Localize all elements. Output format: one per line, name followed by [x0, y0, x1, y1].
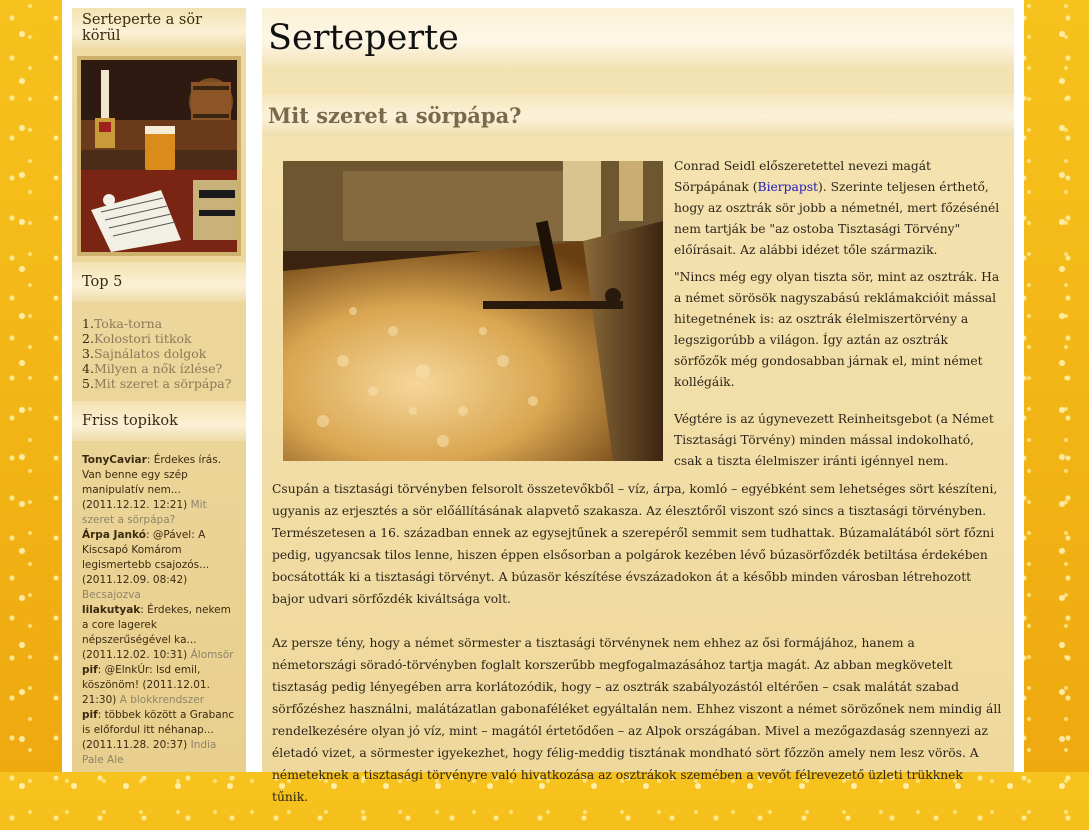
comment-topic-link[interactable]: Mit szeret a sörpápa? [82, 499, 207, 526]
top5-link[interactable]: Kolostori titkok [93, 331, 192, 346]
comment-text: : @Pável: A Kiscsapó Komárom legismertebb csajozós... (2011.12.09. 08:42) [82, 529, 210, 586]
site-header [262, 8, 1014, 68]
friss-header [72, 401, 246, 441]
comment-item [82, 528, 240, 603]
comment-text: : Érdekes, nekem a core lagerek népszerűségével ka... (2011.12.02. 10:31) [82, 604, 231, 661]
quote-paragraph-2: Végtére is az úgynevezett Reinheitsgebot (a Német Tisztasági Törvény) minden mással indokolható, csak a tiszta élelmiszer iránti igénnyel nem. [674, 412, 994, 468]
comment-user[interactable]: lilakutyak [82, 604, 141, 616]
top5-link[interactable]: Sajnálatos dolgok [93, 346, 207, 361]
bierpapst-link[interactable]: Bierpapst [757, 180, 818, 194]
quote-paragraph-1: "Nincs még egy olyan tiszta sör, mint az osztrák. Ha a német sörösök nagyszabású reklámakcióit mással hitegetnének is: az osztrák élelmiszertörvény a legszigorúbb a világon. Így aztán az osztrák sörfőzők még gondosabban járnak el, mint német kollégáik. [674, 270, 1000, 389]
main-content [262, 8, 1014, 804]
comment-text: : Érdekes írás. Van benne egy szép manipulatív nem... (2011.12.12. 12:21) [82, 454, 222, 511]
site-title[interactable]: Serteperte [268, 18, 459, 58]
recent-comments [72, 441, 246, 768]
comment-item [82, 603, 240, 663]
sidebar-pub-photo [77, 56, 241, 256]
top5-link[interactable]: Mit szeret a sörpápa? [93, 376, 232, 391]
body-paragraph-2: Az persze tény, hogy a német sörmester a tisztasági törvénynek nem ehhez az ősi formájához, hanem a németországi söradó-törvényben foglalt korszerűbb megfogalmazásához tartja magát. Az abban megkövetelt tisztaság pedig lényegében arra korlátozódik, hogy – az osztrák szabályozástól eltérően – csak malátát szabad sörfőzéshez használni, malátázatlan gabonaféléket egyáltalán nem. Ehhez viszont a német sörözőnek nem mindig áll rendelkezésére olyan jó víz, mint – magától értetődően – az Alpok országában. Mivel a mezőgazdaság szennyezi az életadó vizet, a sörmester igyekezhet, hogy félig-meddig tisztának mondható sört főzzön amely nem lesz vörös. A németeknek a tisztasági törvényre való hivatkozása az osztrákok szemében a vevőt félrevezető üzleti trükknek tűnik. [272, 636, 1002, 804]
comment-topic-link[interactable]: Álomsör [190, 649, 234, 661]
sidebar-header [72, 8, 246, 48]
top5-number: 4. [82, 361, 94, 376]
top5-title: Top 5 [82, 274, 123, 290]
post-title[interactable]: Mit szeret a sörpápa? [268, 102, 522, 128]
top5-number: 5. [82, 376, 94, 391]
top5-number: 2. [82, 331, 94, 346]
site-home-link[interactable]: Serteperte a sör körül [82, 12, 203, 44]
comment-text: : @ElnkÚr: lsd emil, köszönöm! (2011.12.01. 21:30) [82, 664, 210, 706]
top5-item [82, 376, 246, 391]
sidebar [72, 8, 246, 772]
comment-user[interactable]: TonyCaviar [82, 454, 147, 466]
comment-item [82, 663, 240, 708]
comment-user[interactable]: pif [82, 664, 98, 676]
comment-topic-link[interactable]: India Pale Ale [82, 739, 217, 766]
comment-topic-link[interactable]: Becsajozva [82, 589, 141, 601]
intro-text-end: ). Szerinte teljesen érthető, hogy az osztrák sör jobb a németnél, mert főzésénél nem tartják be "az ostoba Tisztasági Törvény" előírásait. Az alábbi idézet tőle származik. [674, 180, 1000, 257]
post-body [272, 478, 1002, 830]
top5-link[interactable]: Toka-torna [93, 316, 163, 331]
comment-user[interactable]: pif [82, 709, 98, 721]
intro-paragraph [674, 156, 1004, 261]
comment-item [82, 453, 240, 528]
post-header [262, 94, 1014, 136]
body-paragraph-1: Csupán a tisztasági törvényben felsorolt összetevőkből – víz, árpa, komló – egyébként sem lehetséges sört készíteni, ugyanis az erjesztés a sör előállításának alapvető szakasza. Az élesztőről viszont szó sincs a tisztasági törvényben. Természetesen a 16. században ennek az egysejtűnek a szerepéről semmit sem tudhattak. Búzamalátából sört főzni pedig, ugyancsak tilos lenne, hiszen éppen elsősorban a polgárok kezében lévő búzasörfőzdék betiltása érdekében bocsátották ki a tisztasági törvényt. A búzasör készítése évszázadokon át a később minden városban létrehozott bajor udvari sörfőzdék kiváltsága volt. [272, 482, 998, 606]
brewery-vat-photo [283, 161, 663, 461]
top5-number: 3. [82, 346, 94, 361]
top5-item [82, 316, 246, 331]
top5-number: 1. [82, 316, 94, 331]
brewery-vat-image [283, 161, 663, 461]
pub-photo-image [81, 60, 237, 252]
comment-topic-link[interactable]: A blokkrendszer [119, 694, 205, 706]
top5-item [82, 331, 246, 346]
top5-item [82, 346, 246, 361]
intro-text-start: Conrad Seidl előszeretettel nevezi magát Sörpápának ( [674, 159, 932, 194]
top5-list [72, 302, 246, 391]
comment-text: : többek között a Grabanc is előfordul itt néhanap... (2011.11.28. 20:37) [82, 709, 235, 751]
top5-header [72, 262, 246, 302]
page [62, 0, 1024, 804]
comment-user[interactable]: Árpa Jankó [82, 529, 146, 541]
friss-title: Friss topikok [82, 413, 178, 429]
top5-item [82, 361, 246, 376]
top5-link[interactable]: Milyen a nők ízlése? [93, 361, 223, 376]
comment-item [82, 708, 240, 768]
post-intro [674, 156, 1004, 478]
